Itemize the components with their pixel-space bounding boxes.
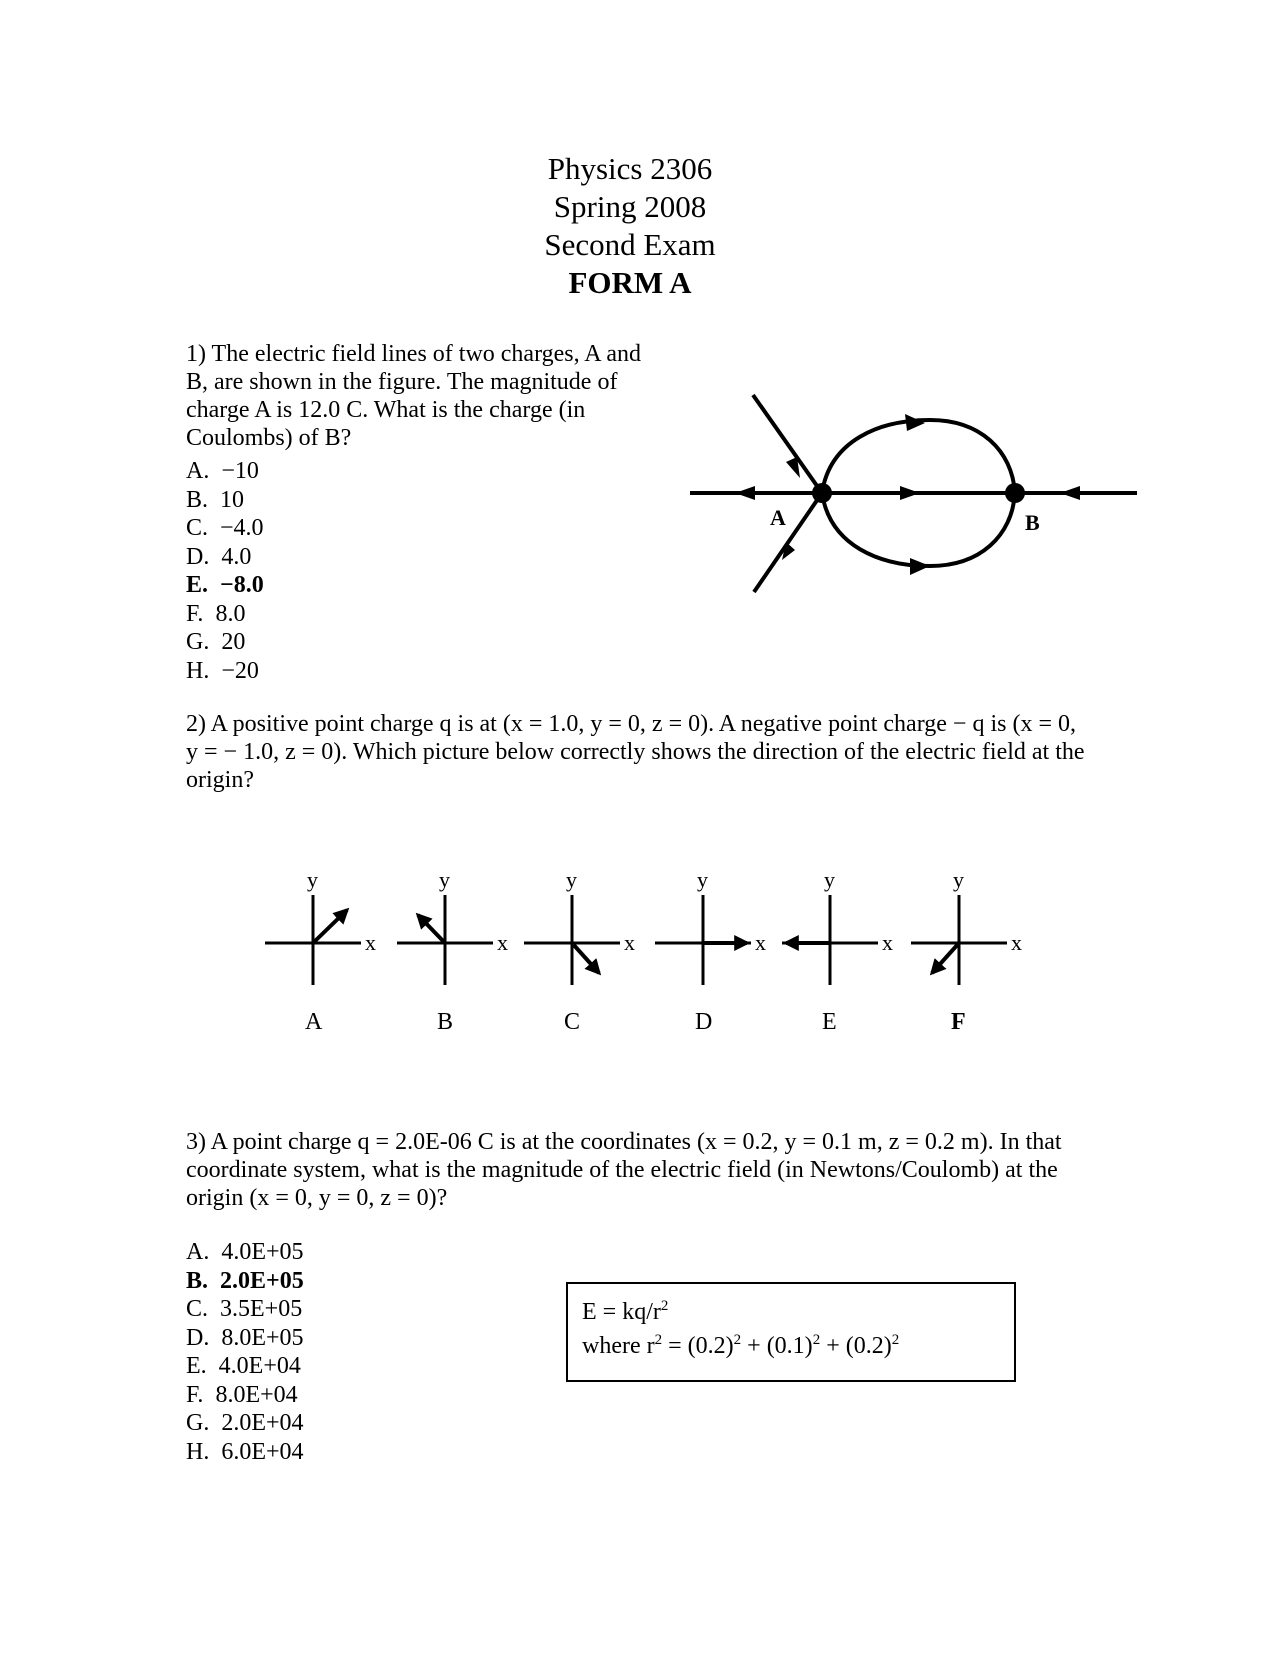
question-2-text: 2) A positive point charge q is at (x = 1.0, y = 0, z = 0). A negative point charge − q is (x = 0, y = − 1.0, z = 0). Which picture below correctly shows the direction of the electric field at the origin? xyxy=(186,711,1085,793)
x-axis-label: x xyxy=(755,930,766,955)
formula-box xyxy=(566,1282,1016,1382)
option: C. −4.0 xyxy=(186,515,264,541)
option: D. 4.0 xyxy=(186,543,252,570)
direction-choices-figure xyxy=(260,860,1060,1050)
charge-a-dot xyxy=(812,483,832,503)
exam-title: Second Exam xyxy=(544,227,716,262)
option: D. 8.0E+05 xyxy=(186,1324,304,1351)
option: F. 8.0 xyxy=(186,600,246,627)
option: E. 4.0E+04 xyxy=(186,1353,301,1379)
charge-b-label: B xyxy=(1025,510,1040,535)
option: F. 8.0E+04 xyxy=(186,1381,298,1408)
option-correct: E. −8.0 xyxy=(186,572,264,598)
axis-diagram-A xyxy=(265,867,376,1035)
x-axis-label: x xyxy=(624,930,635,955)
x-axis-label: x xyxy=(497,930,508,955)
option-correct: B. 2.0E+05 xyxy=(186,1267,304,1294)
formula-line-2: where $r^2 = (0.2)^2 + (0.1)^2 + (0.2)^2$ xyxy=(582,1332,900,1359)
axis-diagram-D xyxy=(655,867,766,1035)
choice-label-D: D xyxy=(695,1009,713,1035)
choice-label-A: A xyxy=(305,1009,323,1035)
form-title: FORM A xyxy=(568,265,692,300)
y-axis-label: y xyxy=(307,867,318,892)
field-direction-arrow xyxy=(418,915,445,943)
option: A. −10 xyxy=(186,458,259,484)
term-title: Spring 2008 xyxy=(553,189,707,224)
question-1-text: 1) The electric field lines of two charges, A and B, are shown in the figure. The magnitude of charge A is 12.0 C. What is the charge (in Coulombs) of B? xyxy=(186,341,641,451)
y-axis-label: y xyxy=(439,867,450,892)
option: B. 10 xyxy=(186,486,245,513)
course-title: Physics 2306 xyxy=(547,151,713,186)
axis-diagram-E xyxy=(782,867,893,1035)
y-axis-label: y xyxy=(566,867,577,892)
choice-label-E: E xyxy=(822,1009,837,1035)
x-axis-label: x xyxy=(882,930,893,955)
option: A. 4.0E+05 xyxy=(186,1239,304,1265)
option: G. 2.0E+04 xyxy=(186,1410,304,1436)
question-3-text: 3) A point charge q = 2.0E-06 C is at the coordinates (x = 0.2, y = 0.1 m, z = 0.2 m). In that coordinate system, what is the magnitude of the electric field (in Newtons/Coulomb) at the origin (x = 0, y = 0, z = 0)? xyxy=(186,1129,1062,1211)
y-axis-label: y xyxy=(824,867,835,892)
field-direction-arrow xyxy=(313,910,347,943)
x-axis-label: x xyxy=(1011,930,1022,955)
option: C. 3.5E+05 xyxy=(186,1296,303,1322)
y-axis-label: y xyxy=(953,867,964,892)
choice-label-F: F xyxy=(951,1009,966,1035)
axis-diagram-F xyxy=(911,867,1022,1035)
axis-diagram-B xyxy=(397,867,508,1035)
choice-label-B: B xyxy=(437,1009,454,1035)
choice-label-C: C xyxy=(564,1009,581,1035)
option: H. 6.0E+04 xyxy=(186,1438,304,1465)
field-direction-arrow xyxy=(572,943,599,973)
y-axis-label: y xyxy=(697,867,708,892)
option: G. 20 xyxy=(186,629,246,655)
formula-line-1: $E = kq/r^2$ xyxy=(582,1298,669,1325)
charge-b-dot xyxy=(1005,483,1025,503)
field-direction-arrow xyxy=(932,943,959,973)
question-1-options xyxy=(186,457,264,685)
charge-a-label: A xyxy=(770,505,786,530)
question-3-options xyxy=(186,1238,304,1466)
x-axis-label: x xyxy=(365,930,376,955)
option: H. −20 xyxy=(186,657,259,684)
field-lines-figure xyxy=(680,380,1140,610)
axis-diagram-C xyxy=(524,867,635,1035)
